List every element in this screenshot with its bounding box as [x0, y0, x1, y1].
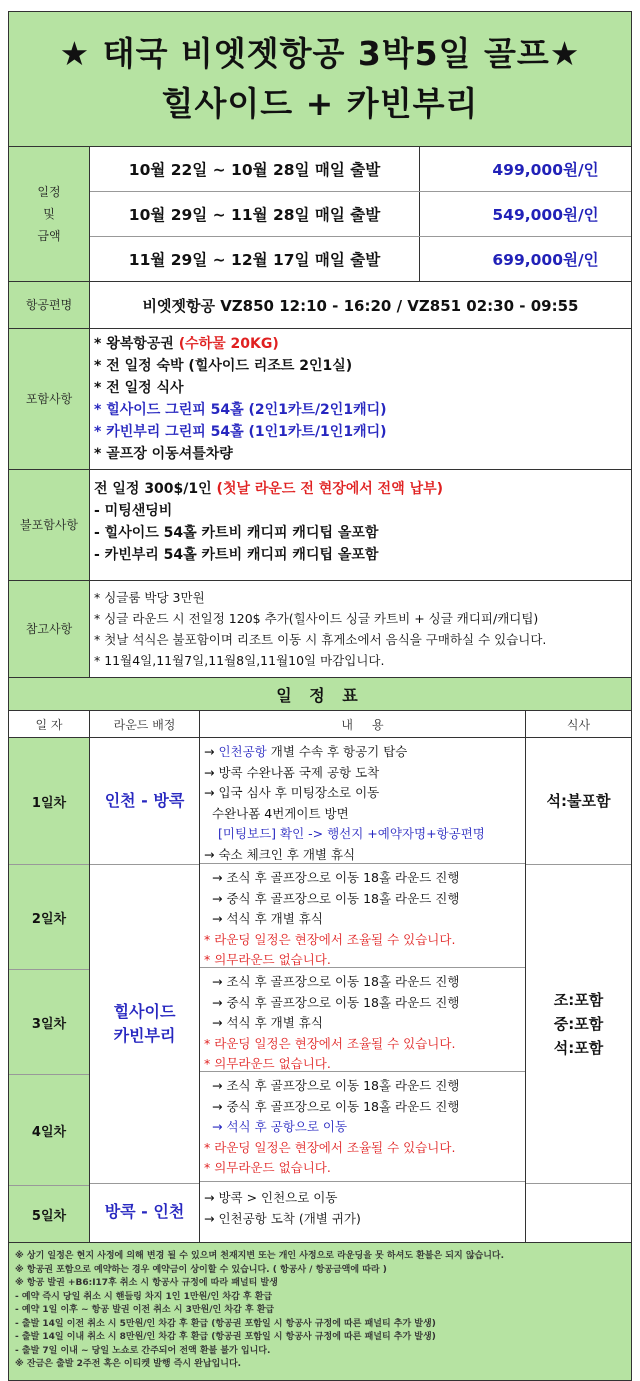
departure-dates: 11월 29일 ~ 12월 17일 매일 출발 — [90, 237, 420, 281]
header-round: 라운드 배정 — [90, 711, 200, 737]
schedule-header — [9, 711, 631, 738]
day-2: 2일차 — [9, 865, 89, 970]
day-5: 5일차 — [31, 1208, 67, 1224]
price-row — [90, 237, 631, 281]
day-1: 1일차 — [9, 738, 89, 865]
excluded-item: 전 일정 300$/1인 (첫날 라운드 전 현장에서 전액 납부) — [94, 481, 444, 497]
note-item: * 싱글 라운드 시 전일정 120$ 추가(힐사이드 싱글 카트비 + 싱글 캐디피/캐디팁) — [94, 611, 539, 626]
content-day-5: → 방콕 > 인천으로 이동 → 인천공항 도착 (개별 귀가) — [204, 1190, 361, 1226]
day-column — [9, 738, 90, 1242]
flight-section — [9, 282, 631, 329]
included-item: * 전 일정 숙박 (힐사이드 리조트 2인1실) — [94, 358, 353, 374]
excluded-label: 불포함사항 — [9, 470, 90, 580]
content-day-1: → 인천공항 개별 수속 후 항공기 탑승 → 방콕 수완나폼 국제 공항 도착 → 입국 심사 후 미팅장소로 이동 수완나폼 4번게이트 방면 [미팅보드] 확인 -> 행선지 +예약자명+항공편명 → 숙소 체크인 후 개별 휴식 — [200, 738, 525, 864]
meal-day-1: 석:불포함 — [526, 738, 631, 865]
tour-flyer — [8, 11, 632, 1381]
included-item: * 왕복항공권 (수하물 20KG) — [94, 336, 279, 352]
pricing-label: 일정 및 금액 — [9, 147, 90, 281]
content-day-2: → 조식 후 골프장으로 이동 18홀 라운드 진행 → 중식 후 골프장으로 이동 18홀 라운드 진행 → 석식 후 개별 휴식 * 라운딩 일정은 현장에서 조율될 수 있습니다. * 의무라운드 없습니다. — [200, 864, 525, 968]
excluded-list — [90, 470, 631, 580]
meal-golf-days: 조:포함 중:포함 석:포함 — [526, 865, 631, 1184]
price-value: 549,000원/인 — [492, 206, 599, 224]
footer-line: - 출발 7일 이내 ~ 당일 노쇼로 간주되어 전액 환불 불가 입니다. — [15, 1345, 271, 1356]
footer-notice — [9, 1243, 631, 1380]
price-value: 499,000원/인 — [492, 161, 599, 179]
footer-line: - 출발 14일 이전 취소 시 5만원/인 차감 후 환급 (항공권 포함일 시 항공사 규정에 따른 패널티 추가 발생) — [15, 1318, 436, 1329]
title-banner — [9, 12, 631, 147]
footer-line: - 예약 1일 이후 ~ 항공 발권 이전 취소 시 3만원/인 차감 후 환급 — [15, 1305, 275, 1315]
note-item: * 첫날 석식은 불포함이며 리조트 이동 시 휴게소에서 음식을 구매하실 수 있습니다. — [94, 632, 547, 647]
meal-column — [526, 738, 631, 1242]
content-day-4: → 조식 후 골프장으로 이동 18홀 라운드 진행 → 중식 후 골프장으로 이동 18홀 라운드 진행 → 석식 후 공항으로 이동 * 라운딩 일정은 현장에서 조율될 수 있습니다. * 의무라운드 없습니다. — [200, 1072, 525, 1182]
footer-line: ※ 항공권 포함으로 예약하는 경우 예약금이 상이할 수 있습니다. ( 항공사 / 항공금액에 따라 ) — [15, 1264, 387, 1275]
header-meal: 식사 — [566, 717, 591, 732]
footer-line: ※ 상기 일정은 현지 사정에 의해 변경 될 수 있으며 천재지변 또는 개인 사정으로 라운딩을 못 하셔도 환불은 되지 않습니다. — [15, 1251, 505, 1261]
departure-dates: 10월 29일 ~ 11월 28일 매일 출발 — [90, 192, 420, 236]
excluded-item: - 힐사이드 54홀 카트비 캐디피 캐디팁 올포함 — [94, 525, 379, 541]
notes-section — [9, 581, 631, 678]
title-line-1: ★ 태국 비엣젯항공 3박5일 골프★ — [59, 34, 581, 73]
price-value: 699,000원/인 — [492, 251, 599, 269]
schedule-body — [9, 738, 631, 1243]
round-column — [90, 738, 200, 1242]
flight-info: 비엣젯항공 VZ850 12:10 - 16:20 / VZ851 02:30 - 09:55 — [142, 296, 579, 315]
footer-line: ※ 잔금은 출발 2주전 혹은 이티켓 발행 즉시 완납입니다. — [15, 1359, 242, 1369]
content-day-3: → 조식 후 골프장으로 이동 18홀 라운드 진행 → 중식 후 골프장으로 이동 18홀 라운드 진행 → 석식 후 개별 휴식 * 라운딩 일정은 현장에서 조율될 수 있습니다. * 의무라운드 없습니다. — [200, 968, 525, 1072]
title-line-2: 힐사이드 + 카빈부리 — [161, 84, 479, 123]
notes-list — [90, 581, 631, 677]
notes-label: 참고사항 — [9, 581, 90, 677]
round-departure: 방콕 - 인천 — [104, 1202, 185, 1221]
excluded-section — [9, 470, 631, 581]
pricing-section — [9, 147, 631, 282]
included-section — [9, 329, 631, 470]
departure-dates: 10월 22일 ~ 10월 28일 매일 출발 — [90, 147, 420, 191]
note-item: * 싱글룸 박당 3만원 — [94, 590, 205, 605]
footer-line: ※ 항공 발권 +B6:I17후 취소 시 항공사 규정에 따라 패널티 발생 — [15, 1278, 278, 1288]
excluded-item: - 미팅샌딩비 — [94, 503, 173, 519]
included-item: * 골프장 이동셔틀차량 — [94, 446, 233, 462]
note-item: * 11월4일,11월7일,11월8일,11월10일 마감입니다. — [94, 653, 385, 668]
included-list — [90, 329, 631, 469]
included-label: 포함사항 — [9, 329, 90, 469]
included-item: * 전 일정 식사 — [94, 380, 184, 396]
day-4: 4일차 — [9, 1075, 89, 1186]
day-3: 3일차 — [9, 970, 89, 1075]
schedule-title: 일 정 표 — [9, 678, 631, 711]
included-item: * 힐사이드 그린피 54홀 (2인1카트/2인1캐디) — [94, 402, 387, 418]
header-content: 내 용 — [200, 711, 526, 737]
header-day: 일 자 — [9, 711, 90, 737]
content-column — [200, 738, 526, 1242]
flight-label: 항공편명 — [9, 282, 90, 328]
round-arrival: 인천 - 방콕 — [90, 738, 199, 865]
included-item: * 카빈부리 그린피 54홀 (1인1카트/1인1캐디) — [94, 424, 387, 440]
footer-line: - 예약 즉시 당일 취소 시 핸들링 차지 1인 1만원/인 차감 후 환급 — [15, 1291, 273, 1302]
round-golf: 힐사이드 카빈부리 — [90, 865, 199, 1184]
excluded-item: - 카빈부리 54홀 카트비 캐디피 캐디팁 올포함 — [94, 547, 379, 563]
footer-line: - 출발 14일 이내 취소 시 8만원/인 차감 후 환급 (항공권 포함일 시 항공사 규정에 따른 패널티 추가 발생) — [15, 1332, 436, 1342]
price-row — [90, 192, 631, 237]
meal-day-5 — [526, 1184, 631, 1240]
price-table — [90, 147, 631, 281]
price-row — [90, 147, 631, 192]
